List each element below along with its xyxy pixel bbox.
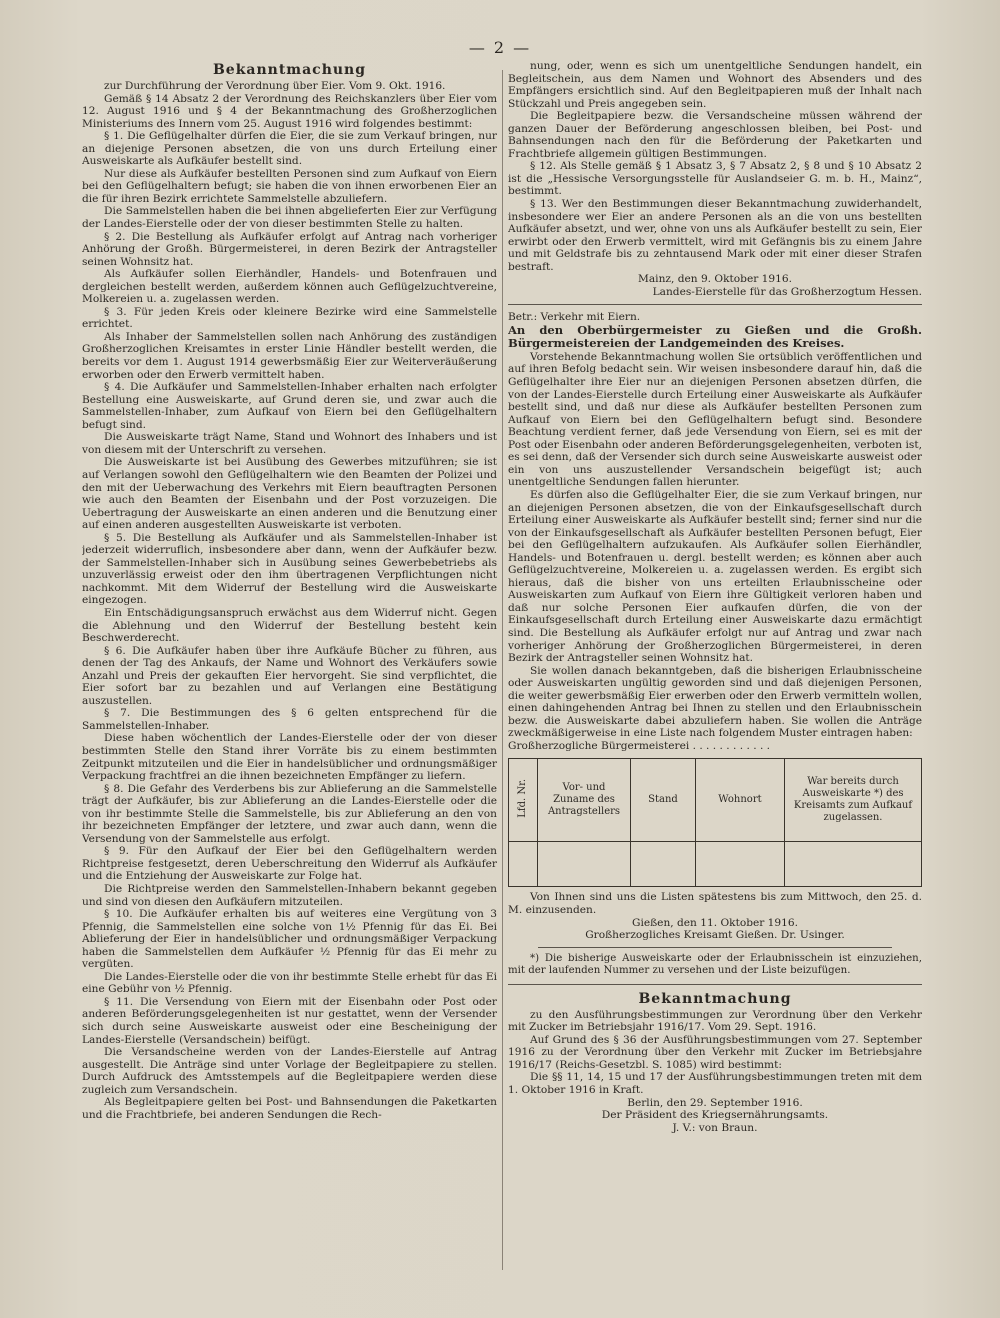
right-top-paragraphs	[508, 60, 922, 273]
paragraph: § 1. Die Geflügelhalter dürfen die Eier, die sie zum Verkauf bringen, nur an diejenige Personen absetzen, die von uns durch Erteilung einer Ausweiskarte als Aufkäufer bestellt sind.	[82, 130, 497, 168]
table-header-row	[509, 759, 922, 842]
paragraph: Vorstehende Bekanntmachung wollen Sie ortsüblich veröffentlichen und auf ihren Befolg bedacht sein. Wir weisen insbesondere darauf hin, daß die Geflügelhalter ihre Eier nur an diejenigen Personen absetzen dürfen, die von der Landes-Eierstelle durch Erteilung einer Ausweiskarte als Aufkäufer bestellt sind, und daß nur diese als Aufkäufer bestellten Personen zum Aufkauf von Eiern bei den Geflügelhaltern befugt sind. Besondere Beachtung verdient ferner, daß jede Versendung von Eiern, sei es mit der Post oder Eisenbahn oder anderen Beförderungsgelegenheiten, verboten ist, es sei denn, daß der Versender sich durch seine Ausweiskarte ausweist oder ein von uns auszustellender Versandschein beigefügt ist; auch unentgeltliche Sendungen fallen hierunter.	[508, 350, 922, 489]
paragraph: Die Richtpreise werden den Sammelstellen-Inhabern bekannt gegeben und sind von diesen den Aufkäufern mitzuteilen.	[82, 883, 497, 908]
signature-deputy: J. V.: von Braun.	[672, 1121, 758, 1134]
announcement-title: Bekanntmachung	[212, 62, 367, 78]
date-place-mainz: Mainz, den 9. Oktober 1916.	[638, 273, 792, 286]
form-heading: Großherzogliche Bürgermeisterei . . . . . . . . . . . .	[508, 739, 771, 752]
table-header-cell: Wohnort	[695, 759, 784, 842]
footnote-rule	[538, 947, 892, 948]
table-header-cell: War bereits durch Ausweiskarte *) des Kreisamts zum Aufkauf zugelassen.	[785, 759, 922, 842]
paragraph: § 3. Für jeden Kreis oder kleinere Bezirke wird eine Sammelstelle errichtet.	[82, 305, 497, 331]
paragraph: Es dürfen also die Geflügelhalter Eier, die sie zum Verkauf bringen, nur an diejenigen Personen absetzen, die von der Einkaufsgesellschaft durch Erteilung einer Ausweiskarte als Aufkäufer bestellt sind; ferner sind nur die von der Einkaufsgesellschaft als Aufkäufer bestellten Personen befugt, Eier bei den Geflügelhaltern aufzukaufen. Als Aufkäufer sollen Eierhändler, Handels- und Botenfrauen u. dergl. bestellt werden; es können aber auch Geflügelzuchtvereine, Molkereien u. a. zugelassen werden. Es ergibt sich hieraus, daß die bisher von uns erteilten Erlaubnisscheine oder Ausweiskarten zum Aufkauf von Eiern ihre Gültigkeit verloren haben und daß nur solche Personen Eier aufkaufen dürfen, die von der Einkaufsgesellschaft durch Erteilung einer Ausweiskarte dazu ermächtigt sind. Die Bestellung als Aufkäufer erfolgt nur auf Antrag und zwar nach vorheriger Anhörung der Großherzoglichen Bürgermeisterei, in deren Bezirk der Antragsteller seinen Wohnsitz hat.	[508, 488, 922, 665]
paragraph: Die Begleitpapiere bezw. die Versandscheine müssen während der ganzen Dauer der Beförderung angeschlossen bleiben, bei Post- und Bahnsendungen nach den für die Beförderung der Paketkarten und Frachtbriefe allgemein gültigen Bestimmungen.	[508, 110, 922, 160]
signature-landes-eierstelle: Landes-Eierstelle für das Großherzogtum Hessen.	[652, 285, 922, 298]
paragraph: Die Versandscheine werden von der Landes-Eierstelle auf Antrag ausgestellt. Die Anträge sind unter Vorlage der Begleitpapiere zu stellen. Durch Aufdruck des Amtsstempels auf die Begleitpapiere werden diese zugleich zum Versandschein.	[82, 1046, 497, 1096]
table-cell	[538, 842, 631, 887]
paragraph: § 2. Die Bestellung als Aufkäufer erfolgt auf Antrag nach vorheriger Anhörung der Großh. Bürgermeisterei, in deren Bezirk der Antragsteller seinen Wohnsitz hat.	[82, 230, 497, 268]
table-cell	[509, 842, 538, 887]
table-header-cell: Vor- und Zuname des Antragstellers	[538, 759, 631, 842]
paragraph: § 11. Die Versendung von Eiern mit der Eisenbahn oder Post oder anderen Beförderungsgelegenheiten ist nur gestattet, wenn der Versender sich durch seine Ausweiskarte ausweist oder eine Bescheinigung der Landes-Eierstelle (Versandschein) beifügt.	[82, 995, 497, 1046]
paragraph: Diese haben wöchentlich der Landes-Eierstelle oder der von dieser bestimmten Stelle den Stand ihrer Vorräte bis zu einem bestimmten Zeitpunkt mitzuteilen und die Eier in handelsüblicher und ordnungsmäßiger Verpackung frachtfrei an die ihnen bezeichneten Empfänger zu liefern.	[82, 732, 497, 783]
paragraph: § 12. Als Stelle gemäß § 1 Absatz 3, § 7 Absatz 2, § 8 und § 10 Absatz 2 ist die „Hessische Versorgungsstelle für Auslandseier G. m. b. H., Mainz“, bestimmt.	[508, 160, 922, 198]
paragraph: § 8. Die Gefahr des Verderbens bis zur Ablieferung an die Sammelstelle trägt der Aufkäufer, bis zur Ablieferung an die Landes-Eierstelle oder die von ihr bestimmte Stelle die Sammelstelle, bis zur Ablieferung an den von ihr bezeichneten Empfänger der letztere, und zwar auch dann, wenn die Versendung von der Sammelstelle aus erfolgt.	[82, 782, 497, 845]
signature-kreisamt: Großherzogliches Kreisamt Gießen. Dr. Usinger.	[585, 929, 845, 942]
left-paragraphs	[82, 80, 497, 1121]
paragraph: Auf Grund des § 36 der Ausführungsbestimmungen vom 27. September 1916 zu der Verordnung über den Verkehr mit Zucker im Betriebsjahre 1916/17 (Reichs-Gesetzbl. S. 1085) wird bestimmt:	[508, 1033, 922, 1071]
application-list-table	[508, 758, 922, 887]
paragraph: Die Landes-Eierstelle oder die von ihr bestimmte Stelle erhebt für das Ei eine Gebühr von ½ Pfennig.	[82, 970, 497, 996]
page-number: — 2 —	[468, 38, 532, 57]
table-row	[509, 842, 922, 887]
section-rule	[508, 304, 922, 305]
signature-president: Der Präsident des Kriegsernährungsamts.	[601, 1109, 829, 1122]
paragraph: Die Ausweiskarte trägt Name, Stand und Wohnort des Inhabers und ist von diesem mit der Unterschrift zu versehen.	[82, 431, 497, 456]
paragraph: Ein Entschädigungsanspruch erwächst aus dem Widerruf nicht. Gegen die Ablehnung und den Widerruf der Bestellung besteht kein Beschwerderecht.	[82, 606, 497, 645]
paragraph: § 13. Wer den Bestimmungen dieser Bekanntmachung zuwiderhandelt, insbesondere wer Eier an andere Personen als an die von uns bestellten Aufkäufer absetzt, und wer, ohne von uns als Aufkäufer bestellt zu sein, Eier erwirbt oder den Erwerb vermittelt, wird mit Gefängnis bis zu einem Jahre und mit Geldstrafe bis zu zehntausend Mark oder mit einer dieser Strafen bestraft.	[508, 198, 922, 273]
date-place-berlin: Berlin, den 29. September 1916.	[627, 1096, 803, 1109]
paragraph: nung, oder, wenn es sich um unentgeltliche Sendungen handelt, ein Begleitschein, aus dem Namen und Wohnort des Absenders und des Empfängers ersichtlich sind. Auf den Begleitpapieren muß der Inhalt nach Stückzahl und Preis angegeben sein.	[508, 60, 922, 110]
address-line: An den Oberbürgermeister zu Gießen und die Großh. Bürgermeistereien der Landgemeinden des Kreises.	[508, 322, 922, 351]
table-header-cell: Stand	[631, 759, 696, 842]
column-divider	[502, 70, 503, 1270]
paragraph: § 9. Für den Aufkauf der Eier bei den Geflügelhaltern werden Richtpreise festgesetzt, deren Ueberschreitung den Widerruf als Aufkäufer und die Entziehung der Ausweiskarte zur Folge hat.	[82, 845, 497, 883]
paragraph: § 5. Die Bestellung als Aufkäufer und als Sammelstellen-Inhaber ist jederzeit widerruflich, insbesondere aber dann, wenn der Aufkäufer bezw. der Sammelstellen-Inhaber sich in Ausübung seines Gewerbebetriebs als unzuverlässig erweist oder den ihm übertragenen Verpflichtungen nicht nachkommt. Mit dem Widerruf der Bestellung wird die Ausweiskarte eingezogen.	[82, 531, 497, 607]
table-header-cell: Lfd. Nr.	[509, 759, 538, 842]
paragraph: § 6. Die Aufkäufer haben über ihre Aufkäufe Bücher zu führen, aus denen der Tag des Ankaufs, der Name und Wohnort des Verkäufers sowie Anzahl und Preis der gekauften Eier hervorgeht. Sie sind verpflichtet, die Eier sofort bar zu bezahlen und auf Verlangen eine Bestätigung auszustellen.	[82, 644, 497, 707]
right-column	[508, 60, 922, 1240]
paragraph: Die §§ 11, 14, 15 und 17 der Ausführungsbestimmungen treten mit dem 1. Oktober 1916 in Kraft.	[508, 1071, 922, 1096]
table-cell	[785, 842, 922, 887]
subject-line: Betr.: Verkehr mit Eiern.	[508, 311, 641, 324]
table-cell	[631, 842, 696, 887]
footnote: *) Die bisherige Ausweiskarte oder der Erlaubnisschein ist einzuziehen, mit der laufenden Nummer zu versehen und der Liste beizufügen.	[508, 952, 922, 977]
paragraph: § 10. Die Aufkäufer erhalten bis auf weiteres eine Vergütung von 3 Pfennig, die Sammelstellen eine solche von 1½ Pfennig für das Ei. Bei Ablieferung der Eier in handelsüblicher und ordnungsmäßiger Verpackung haben die Sammelstellen dem Aufkäufer ½ Pfennig für das Ei mehr zu vergüten.	[82, 908, 497, 971]
paragraph: Nur diese als Aufkäufer bestellten Personen sind zum Aufkauf von Eiern bei den Geflügelhaltern befugt; sie haben die von ihnen erworbenen Eier an die für ihren Bezirk errichtete Sammelstelle abzuliefern.	[82, 167, 497, 205]
paragraph: Als Begleitpapiere gelten bei Post- und Bahnsendungen die Paketkarten und die Frachtbriefe, bei anderen Sendungen die Rech-	[82, 1096, 497, 1121]
paragraph: zur Durchführung der Verordnung über Eier. Vom 9. Okt. 1916.	[104, 80, 446, 92]
second-announcement-title: Bekanntmachung	[638, 990, 792, 1007]
paragraph: zu den Ausführungsbestimmungen zur Verordnung über den Verkehr mit Zucker im Betriebsjahr 1916/17. Vom 29. Sept. 1916.	[508, 1008, 922, 1034]
paragraph: Die Ausweiskarte ist bei Ausübung des Gewerbes mitzuführen; sie ist auf Verlangen sowohl den Geflügelhaltern wie den Beamten der Polizei und den mit der Ueberwachung des Verkehrs mit Eiern beauftragten Personen wie auch den Beamten der Eisenbahn und der Post vorzuzeigen. Die Uebertragung der Ausweiskarte an einen anderen und die Benutzung einer auf einen anderen ausgestellten Ausweiskarte ist verboten.	[82, 456, 497, 532]
section-rule	[508, 984, 922, 985]
paragraph: Sie wollen danach bekanntgeben, daß die bisherigen Erlaubnisscheine oder Ausweiskarten ungültig geworden sind und daß diejenigen Personen, die weiter gewerbsmäßig Eier erwerben oder den Erwerb vermitteln wollen, einen dahingehenden Antrag bei Ihnen zu stellen und den Erlaubnisschein bezw. die Ausweiskarte dabei abzuliefern haben. Sie wollen die Anträge zweckmäßigerweise in eine Liste nach folgendem Muster eintragen haben:	[508, 664, 922, 740]
left-column	[82, 60, 497, 1290]
paragraph: Die Sammelstellen haben die bei ihnen abgelieferten Eier zur Verfügung der Landes-Eierstelle oder der von dieser bestimmten Stelle zu halten.	[82, 205, 497, 231]
paragraph: § 7. Die Bestimmungen des § 6 gelten entsprechend für die Sammelstellen-Inhaber.	[82, 707, 497, 732]
right-mid-paragraphs	[508, 351, 922, 740]
table-cell	[695, 842, 784, 887]
right-bottom-paragraphs	[508, 1009, 922, 1097]
paragraph: Gemäß § 14 Absatz 2 der Verordnung des Reichskanzlers über Eier vom 12. August 1916 und § 4 der Bekanntmachung des Großherzoglichen Ministeriums des Innern vom 25. August 1916 wird folgendes bestimmt:	[82, 92, 497, 130]
paragraph: Als Inhaber der Sammelstellen sollen nach Anhörung des zuständigen Großherzoglichen Kreisamtes in erster Linie Händler bestellt werden, die bereits vor dem 1. August 1914 gewerbsmäßig Eier zur Weiterveräußerung erworben oder den Erwerb vermittelt haben.	[82, 330, 497, 381]
paragraph: § 4. Die Aufkäufer und Sammelstellen-Inhaber erhalten nach erfolgter Bestellung eine Ausweiskarte, auf Grund deren sie, und zwar auch die Sammelstellen-Inhaber, zum Aufkauf von Eiern bei den Geflügelhaltern befugt sind.	[82, 381, 497, 431]
date-place-giessen: Gießen, den 11. Oktober 1916.	[631, 916, 799, 929]
deadline-paragraph: Von Ihnen sind uns die Listen spätestens bis zum Mittwoch, den 25. d. M. einzusenden.	[508, 891, 922, 916]
paragraph: Als Aufkäufer sollen Eierhändler, Handels- und Botenfrauen und dergleichen bestellt werden, außerdem können auch Geflügelzuchtvereine, Molkereien u. a. zugelassen werden.	[82, 268, 497, 306]
